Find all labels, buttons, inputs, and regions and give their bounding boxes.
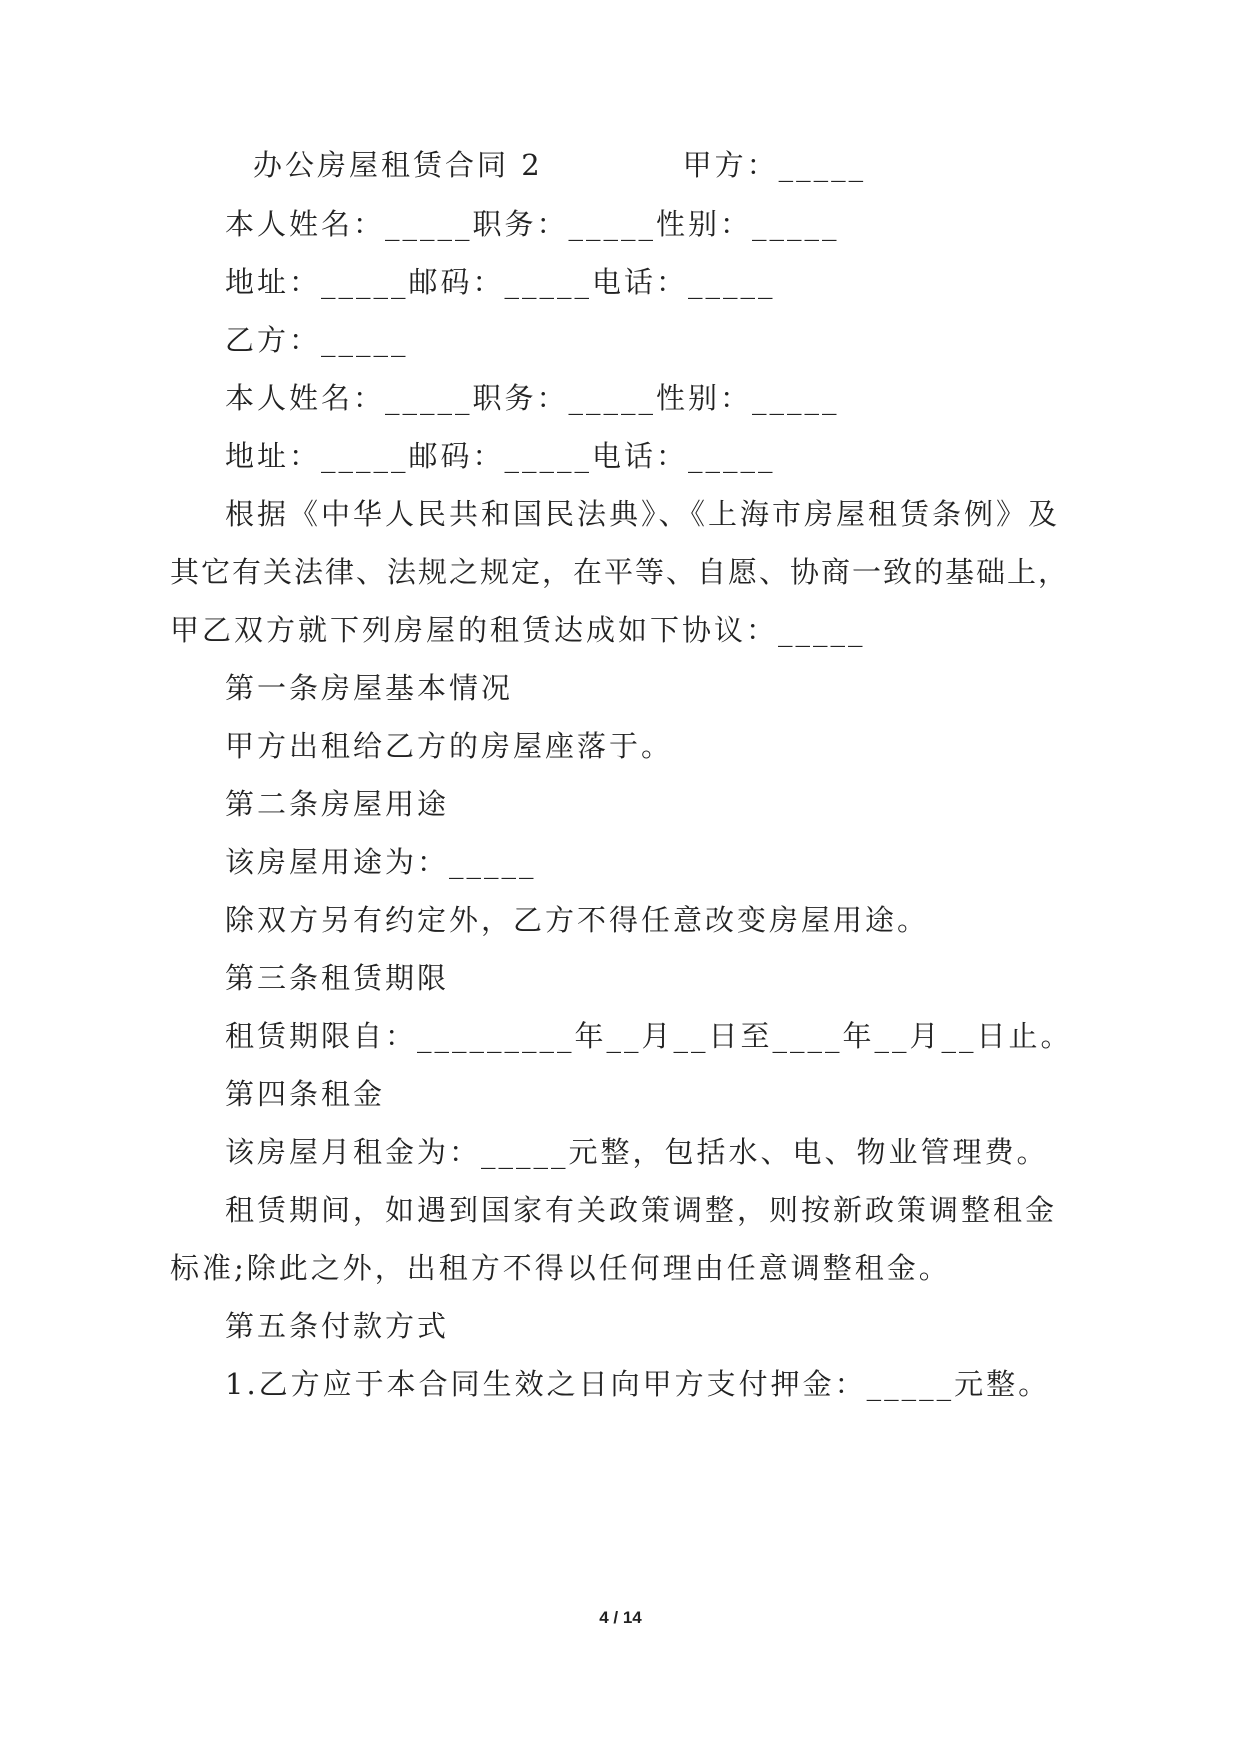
article-4-text-2: 租赁期间，如遇到国家有关政策调整，则按新政策调整租金 [225, 1193, 1058, 1227]
article-1-heading: 第一条房屋基本情况 [225, 671, 514, 705]
preamble-line-1: 根据《中华人民共和国民法典》、《上海市房屋租赁条例》及 [225, 497, 1061, 531]
article-3-heading: 第三条租赁期限 [225, 961, 450, 995]
title-line [253, 145, 866, 185]
article-1-text: 甲方出租给乙方的房屋座落于。 [225, 729, 674, 763]
preamble-line-3: 甲乙双方就下列房屋的租赁达成如下协议：_____ [170, 613, 866, 647]
party-b-label: 乙方：_____ [225, 323, 409, 357]
article-2-text-1: 该房屋用途为：_____ [225, 845, 537, 879]
preamble-line-2-text: 其它有关法律、法规之规定，在平等、自愿、协商一致的基础上， [170, 555, 1070, 589]
article-5-item-1: 1.乙方应于本合同生效之日向甲方支付押金：_____元整。 [225, 1367, 1051, 1401]
article-2-heading: 第二条房屋用途 [225, 787, 450, 821]
preamble-line-2 [170, 552, 1070, 592]
article-4-text-3: 标准;除此之外，出租方不得以任何理由任意调整租金。 [170, 1251, 951, 1285]
article-2-text-2: 除双方另有约定外，乙方不得任意改变房屋用途。 [225, 903, 930, 937]
page-number: 4 / 14 [599, 1608, 642, 1627]
party-a-address-line: 地址：_____邮码：_____电话：_____ [225, 265, 776, 299]
party-a-label: 甲方：_____ [682, 148, 867, 182]
party-b-address-line: 地址：_____邮码：_____电话：_____ [225, 439, 776, 473]
party-b-person-line: 本人姓名：_____职务：_____性别：_____ [225, 381, 840, 415]
article-4-text-1: 该房屋月租金为：_____元整，包括水、电、物业管理费。 [225, 1135, 1049, 1169]
document-title: 办公房屋租赁合同 2 [253, 148, 543, 182]
article-5-heading: 第五条付款方式 [225, 1309, 450, 1343]
party-a-person-line: 本人姓名：_____职务：_____性别：_____ [225, 207, 840, 241]
article-4-heading: 第四条租金 [225, 1077, 386, 1111]
article-3-text: 租赁期限自：_________年__月__日至____年__月__日止。 [225, 1019, 1073, 1053]
